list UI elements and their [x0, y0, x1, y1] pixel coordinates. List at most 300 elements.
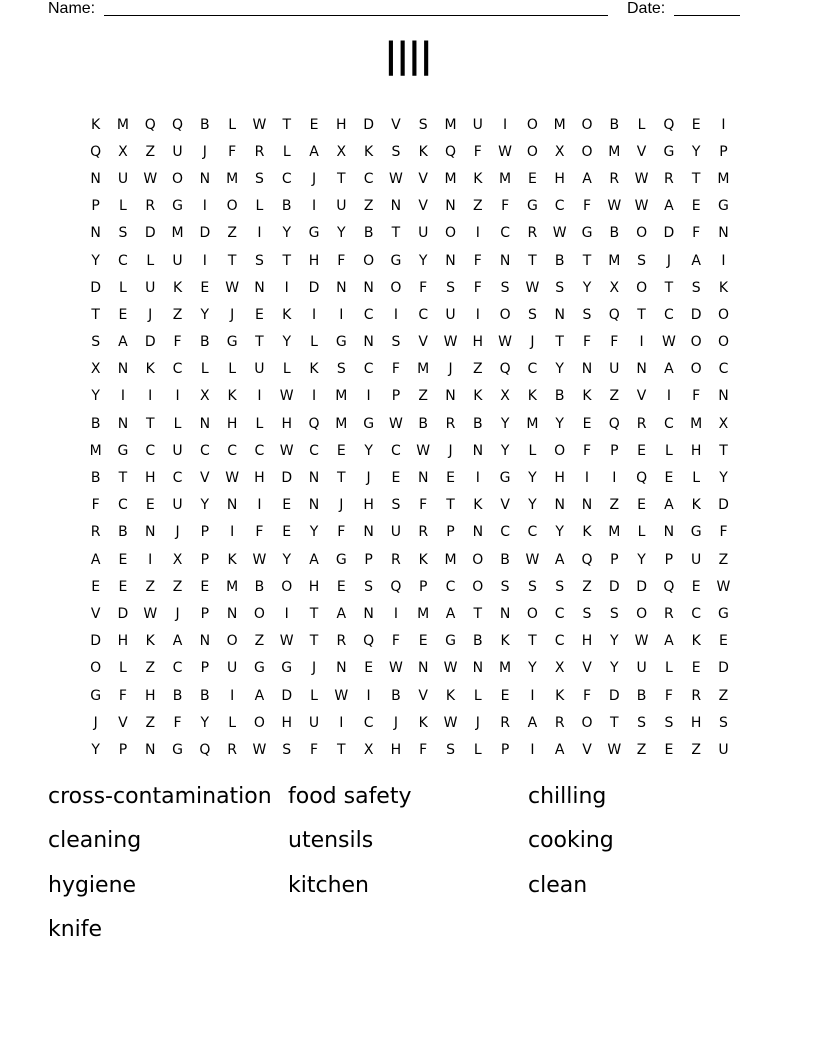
grid-letter[interactable]: L — [664, 442, 673, 459]
grid-letter[interactable]: V — [418, 170, 428, 187]
grid-letter[interactable]: S — [527, 578, 537, 595]
grid-letter[interactable]: Q — [581, 551, 593, 568]
grid-letter[interactable]: O — [90, 660, 102, 677]
grid-letter[interactable]: F — [419, 741, 428, 758]
grid-letter[interactable]: F — [664, 687, 673, 704]
grid-letter[interactable]: L — [692, 470, 701, 487]
grid-letter[interactable]: B — [118, 524, 128, 541]
grid-letter[interactable]: W — [443, 334, 458, 351]
grid-letter[interactable]: U — [691, 551, 702, 568]
grid-letter[interactable]: T — [528, 252, 537, 269]
grid-letter[interactable]: N — [90, 170, 101, 187]
grid-letter[interactable]: J — [202, 143, 207, 160]
grid-letter[interactable]: I — [148, 551, 153, 568]
grid-letter[interactable]: S — [555, 578, 565, 595]
grid-letter[interactable]: L — [228, 116, 237, 133]
grid-letter[interactable]: Y — [610, 660, 619, 677]
grid-letter[interactable]: F — [473, 143, 482, 160]
grid-letter[interactable]: C — [718, 361, 729, 378]
grid-letter[interactable]: J — [448, 361, 453, 378]
grid-letter[interactable]: V — [418, 198, 428, 215]
grid-letter[interactable]: H — [281, 415, 292, 432]
grid-letter[interactable]: K — [364, 143, 374, 160]
grid-letter[interactable]: K — [582, 524, 592, 541]
grid-letter[interactable]: D — [90, 633, 102, 650]
grid-letter[interactable]: S — [391, 143, 401, 160]
grid-letter[interactable]: B — [363, 225, 374, 242]
grid-letter[interactable]: N — [663, 524, 675, 541]
grid-letter[interactable]: F — [473, 252, 482, 269]
grid-letter[interactable]: N — [199, 633, 211, 650]
grid-letter[interactable]: L — [255, 198, 264, 215]
grid-letter[interactable]: E — [200, 279, 210, 296]
grid-letter[interactable]: T — [446, 497, 455, 514]
grid-letter[interactable]: W — [634, 198, 649, 215]
grid-letter[interactable]: F — [610, 334, 619, 351]
grid-letter[interactable]: Y — [637, 551, 646, 568]
grid-letter[interactable]: N — [226, 497, 238, 514]
grid-letter[interactable]: E — [118, 551, 128, 568]
grid-letter[interactable]: J — [311, 660, 317, 677]
grid-letter[interactable]: S — [582, 605, 592, 622]
grid-letter[interactable]: V — [418, 687, 428, 704]
grid-letter[interactable]: G — [117, 442, 129, 459]
grid-letter[interactable]: Q — [663, 578, 675, 595]
grid-letter[interactable]: F — [501, 198, 510, 215]
grid-letter[interactable]: Y — [500, 415, 510, 432]
grid-letter[interactable]: I — [475, 225, 480, 242]
grid-letter[interactable]: E — [145, 497, 155, 514]
grid-letter[interactable]: W — [661, 334, 676, 351]
grid-letter[interactable]: F — [118, 687, 127, 704]
grid-letter[interactable]: M — [444, 116, 457, 133]
grid-letter[interactable]: G — [335, 334, 347, 351]
grid-letter[interactable]: K — [473, 170, 483, 187]
grid-letter[interactable]: O — [499, 306, 511, 323]
grid-letter[interactable]: S — [664, 714, 674, 731]
grid-letter[interactable]: D — [690, 306, 702, 323]
grid-letter[interactable]: A — [309, 143, 319, 160]
grid-letter[interactable]: G — [581, 225, 593, 242]
grid-letter[interactable]: D — [636, 578, 647, 595]
grid-letter[interactable]: W — [388, 415, 403, 432]
grid-letter[interactable]: R — [527, 225, 538, 242]
grid-letter[interactable]: Y — [309, 524, 319, 541]
grid-letter[interactable]: C — [309, 442, 319, 459]
grid-letter[interactable]: D — [608, 578, 620, 595]
grid-letter[interactable]: H — [472, 334, 484, 351]
grid-letter[interactable]: B — [200, 334, 210, 351]
grid-letter[interactable]: Z — [145, 578, 156, 595]
grid-letter[interactable]: M — [444, 551, 457, 568]
grid-letter[interactable]: I — [257, 497, 262, 514]
grid-letter[interactable]: Q — [444, 143, 457, 160]
grid-letter[interactable]: C — [554, 633, 565, 650]
grid-letter[interactable]: Y — [364, 442, 373, 459]
name-field-line[interactable] — [104, 15, 608, 16]
grid-letter[interactable]: W — [634, 633, 649, 650]
grid-letter[interactable]: E — [118, 306, 128, 323]
grid-letter[interactable]: O — [717, 334, 729, 351]
grid-letter[interactable]: K — [172, 279, 183, 296]
grid-letter[interactable]: W — [279, 633, 294, 650]
grid-letter[interactable]: N — [581, 361, 593, 378]
grid-letter[interactable]: L — [200, 361, 209, 378]
grid-letter[interactable]: V — [391, 116, 401, 133]
grid-letter[interactable]: H — [144, 470, 156, 487]
grid-letter[interactable]: F — [692, 225, 701, 242]
grid-letter[interactable]: U — [227, 660, 238, 677]
grid-letter[interactable]: V — [636, 388, 647, 405]
grid-letter[interactable]: X — [554, 143, 565, 160]
grid-letter[interactable]: I — [339, 306, 344, 323]
grid-letter[interactable]: Y — [282, 334, 291, 351]
grid-letter[interactable]: H — [254, 470, 265, 487]
grid-letter[interactable]: X — [718, 415, 729, 432]
grid-letter[interactable]: U — [472, 116, 483, 133]
grid-letter[interactable]: B — [90, 470, 101, 487]
grid-letter[interactable]: A — [664, 198, 674, 215]
grid-letter[interactable]: C — [363, 306, 374, 323]
grid-letter[interactable]: I — [393, 306, 398, 323]
grid-letter[interactable]: Z — [609, 388, 620, 405]
grid-letter[interactable]: Y — [719, 470, 728, 487]
grid-letter[interactable]: G — [718, 198, 729, 215]
grid-letter[interactable]: M — [89, 442, 102, 459]
grid-letter[interactable]: D — [363, 116, 374, 133]
grid-letter[interactable]: I — [230, 524, 235, 541]
grid-letter[interactable]: E — [691, 116, 701, 133]
grid-letter[interactable]: E — [309, 116, 319, 133]
grid-letter[interactable]: L — [282, 361, 291, 378]
grid-letter[interactable]: Q — [608, 415, 620, 432]
grid-letter[interactable]: N — [363, 524, 374, 541]
grid-letter[interactable]: A — [336, 605, 347, 622]
grid-letter[interactable]: C — [663, 306, 674, 323]
grid-letter[interactable]: B — [554, 388, 565, 405]
grid-letter[interactable]: K — [555, 687, 565, 704]
grid-letter[interactable]: T — [91, 306, 100, 323]
grid-letter[interactable]: O — [690, 361, 702, 378]
grid-letter[interactable]: E — [500, 687, 510, 704]
grid-letter[interactable]: C — [500, 225, 510, 242]
grid-letter[interactable]: K — [418, 714, 428, 731]
grid-letter[interactable]: E — [637, 442, 647, 459]
grid-letter[interactable]: W — [252, 116, 267, 133]
grid-letter[interactable]: O — [526, 605, 538, 622]
grid-letter[interactable]: C — [172, 470, 183, 487]
grid-letter[interactable]: S — [364, 578, 374, 595]
grid-letter[interactable]: O — [363, 252, 375, 269]
grid-letter[interactable]: B — [90, 415, 101, 432]
grid-letter[interactable]: N — [636, 361, 647, 378]
grid-letter[interactable]: H — [554, 170, 565, 187]
grid-letter[interactable]: M — [499, 170, 512, 187]
grid-letter[interactable]: Z — [145, 143, 156, 160]
grid-letter[interactable]: O — [526, 143, 538, 160]
grid-letter[interactable]: U — [418, 225, 429, 242]
grid-letter[interactable]: L — [310, 334, 318, 351]
grid-letter[interactable]: M — [499, 660, 512, 677]
grid-letter[interactable]: R — [554, 714, 565, 731]
grid-letter[interactable]: S — [691, 279, 701, 296]
grid-letter[interactable]: F — [255, 524, 264, 541]
grid-letter[interactable]: T — [391, 225, 401, 242]
grid-letter[interactable]: X — [554, 660, 565, 677]
grid-letter[interactable]: I — [475, 306, 480, 323]
grid-letter[interactable]: C — [172, 660, 183, 677]
grid-letter[interactable]: K — [718, 279, 729, 296]
grid-letter[interactable]: O — [172, 170, 184, 187]
grid-letter[interactable]: I — [366, 388, 371, 405]
grid-letter[interactable]: O — [636, 605, 648, 622]
grid-letter[interactable]: K — [473, 388, 483, 405]
grid-letter[interactable]: V — [418, 334, 428, 351]
grid-letter[interactable]: C — [527, 361, 538, 378]
grid-letter[interactable]: A — [664, 497, 674, 514]
grid-letter[interactable]: N — [718, 225, 729, 242]
grid-letter[interactable]: R — [145, 198, 156, 215]
grid-letter[interactable]: E — [364, 660, 374, 677]
grid-letter[interactable]: Z — [718, 687, 729, 704]
grid-letter[interactable]: L — [119, 660, 127, 677]
grid-letter[interactable]: S — [555, 279, 565, 296]
grid-letter[interactable]: T — [309, 633, 319, 650]
grid-letter[interactable]: T — [719, 442, 728, 459]
grid-letter[interactable]: F — [337, 252, 346, 269]
grid-letter[interactable]: R — [664, 170, 674, 187]
grid-letter[interactable]: E — [200, 578, 210, 595]
grid-letter[interactable]: X — [172, 551, 183, 568]
grid-letter[interactable]: T — [664, 279, 674, 296]
grid-letter[interactable]: T — [282, 116, 291, 133]
grid-letter[interactable]: L — [119, 279, 127, 296]
grid-letter[interactable]: A — [664, 361, 674, 378]
grid-letter[interactable]: B — [473, 415, 483, 432]
grid-letter[interactable]: W — [634, 170, 649, 187]
grid-letter[interactable]: N — [145, 524, 156, 541]
grid-letter[interactable]: I — [530, 741, 535, 758]
grid-letter[interactable]: K — [473, 497, 483, 514]
grid-letter[interactable]: E — [282, 497, 292, 514]
grid-letter[interactable]: Y — [610, 633, 619, 650]
grid-letter[interactable]: B — [609, 225, 620, 242]
grid-letter[interactable]: N — [145, 741, 156, 758]
grid-letter[interactable]: S — [391, 497, 401, 514]
grid-letter[interactable]: N — [472, 660, 484, 677]
grid-letter[interactable]: V — [500, 497, 510, 514]
grid-letter[interactable]: I — [284, 605, 289, 622]
grid-letter[interactable]: Y — [555, 524, 564, 541]
grid-letter[interactable]: W — [552, 225, 567, 242]
grid-letter[interactable]: M — [690, 415, 703, 432]
grid-letter[interactable]: Q — [390, 578, 402, 595]
grid-letter[interactable]: K — [691, 633, 701, 650]
grid-letter[interactable]: Z — [227, 225, 237, 242]
grid-letter[interactable]: E — [118, 578, 128, 595]
grid-letter[interactable]: I — [339, 714, 344, 731]
grid-letter[interactable]: Z — [172, 306, 183, 323]
grid-letter[interactable]: D — [117, 605, 129, 622]
grid-letter[interactable]: W — [143, 605, 158, 622]
grid-letter[interactable]: G — [663, 143, 675, 160]
grid-letter[interactable]: E — [637, 497, 647, 514]
grid-letter[interactable]: B — [391, 687, 401, 704]
grid-letter[interactable]: S — [254, 252, 264, 269]
grid-letter[interactable]: O — [581, 116, 593, 133]
grid-letter[interactable]: T — [337, 170, 346, 187]
grid-letter[interactable]: O — [554, 442, 566, 459]
grid-letter[interactable]: Z — [145, 660, 156, 677]
grid-letter[interactable]: K — [227, 388, 237, 405]
grid-letter[interactable]: B — [473, 633, 483, 650]
grid-letter[interactable]: V — [90, 605, 101, 622]
grid-letter[interactable]: W — [388, 170, 403, 187]
grid-letter[interactable]: N — [554, 306, 565, 323]
grid-letter[interactable]: N — [90, 225, 101, 242]
grid-letter[interactable]: X — [609, 279, 620, 296]
grid-letter[interactable]: Q — [608, 306, 620, 323]
grid-letter[interactable]: N — [117, 361, 129, 378]
grid-letter[interactable]: R — [609, 170, 620, 187]
grid-letter[interactable]: S — [527, 306, 537, 323]
grid-letter[interactable]: G — [526, 198, 538, 215]
grid-letter[interactable]: A — [554, 551, 565, 568]
grid-letter[interactable]: V — [118, 714, 128, 731]
grid-letter[interactable]: Z — [473, 361, 483, 378]
grid-letter[interactable]: G — [335, 551, 347, 568]
grid-letter[interactable]: H — [336, 116, 347, 133]
grid-letter[interactable]: O — [253, 605, 265, 622]
grid-letter[interactable]: V — [200, 470, 210, 487]
grid-letter[interactable]: R — [636, 415, 647, 432]
grid-letter[interactable]: K — [282, 306, 292, 323]
grid-letter[interactable]: Z — [473, 198, 483, 215]
grid-letter[interactable]: C — [554, 605, 565, 622]
grid-letter[interactable]: N — [417, 470, 429, 487]
grid-letter[interactable]: P — [364, 551, 373, 568]
grid-letter[interactable]: J — [393, 714, 398, 731]
grid-letter[interactable]: P — [418, 578, 428, 595]
grid-letter[interactable]: G — [226, 334, 238, 351]
grid-letter[interactable]: P — [719, 143, 728, 160]
grid-letter[interactable]: O — [253, 714, 265, 731]
grid-letter[interactable]: O — [472, 551, 484, 568]
grid-letter[interactable]: E — [691, 198, 701, 215]
grid-letter[interactable]: C — [363, 170, 374, 187]
grid-letter[interactable]: Z — [636, 741, 647, 758]
grid-letter[interactable]: U — [172, 497, 183, 514]
grid-letter[interactable]: U — [117, 170, 129, 187]
grid-letter[interactable]: Q — [308, 415, 320, 432]
grid-letter[interactable]: U — [390, 524, 402, 541]
grid-letter[interactable]: J — [475, 714, 480, 731]
grid-letter[interactable]: F — [582, 687, 592, 704]
grid-letter[interactable]: Y — [282, 225, 291, 242]
grid-letter[interactable]: I — [721, 252, 726, 269]
grid-letter[interactable]: N — [308, 470, 320, 487]
grid-letter[interactable]: R — [336, 633, 347, 650]
grid-letter[interactable]: D — [144, 334, 156, 351]
grid-letter[interactable]: N — [336, 279, 347, 296]
grid-letter[interactable]: K — [445, 687, 456, 704]
grid-letter[interactable]: U — [172, 252, 183, 269]
grid-letter[interactable]: M — [335, 388, 348, 405]
grid-letter[interactable]: P — [500, 741, 510, 758]
grid-letter[interactable]: A — [172, 633, 183, 650]
grid-letter[interactable]: C — [227, 442, 238, 459]
grid-letter[interactable]: H — [363, 497, 374, 514]
grid-letter[interactable]: Q — [499, 361, 511, 378]
grid-letter[interactable]: K — [91, 116, 101, 133]
grid-letter[interactable]: I — [584, 470, 590, 487]
grid-letter[interactable]: Q — [663, 116, 675, 133]
grid-letter[interactable]: J — [666, 252, 671, 269]
grid-letter[interactable]: G — [254, 660, 265, 677]
grid-letter[interactable]: F — [419, 497, 428, 514]
grid-letter[interactable]: S — [609, 605, 619, 622]
grid-letter[interactable]: A — [691, 252, 701, 269]
grid-letter[interactable]: I — [148, 388, 153, 405]
grid-letter[interactable]: C — [145, 442, 156, 459]
grid-letter[interactable]: M — [116, 116, 129, 133]
grid-letter[interactable]: G — [690, 524, 702, 541]
grid-letter[interactable]: S — [582, 306, 592, 323]
grid-letter[interactable]: H — [117, 633, 129, 650]
grid-letter[interactable]: Y — [200, 714, 210, 731]
grid-letter[interactable]: W — [279, 388, 294, 405]
grid-letter[interactable]: L — [255, 415, 264, 432]
grid-letter[interactable]: M — [608, 252, 621, 269]
grid-letter[interactable]: T — [255, 334, 264, 351]
grid-letter[interactable]: I — [366, 687, 371, 704]
grid-letter[interactable]: J — [339, 497, 344, 514]
grid-letter[interactable]: W — [416, 442, 431, 459]
grid-letter[interactable]: I — [639, 334, 644, 351]
grid-letter[interactable]: L — [637, 116, 646, 133]
grid-letter[interactable]: B — [636, 687, 647, 704]
grid-letter[interactable]: E — [664, 741, 674, 758]
date-field-line[interactable] — [674, 15, 740, 16]
grid-letter[interactable]: W — [279, 442, 294, 459]
grid-letter[interactable]: C — [418, 306, 429, 323]
grid-letter[interactable]: O — [526, 116, 538, 133]
grid-letter[interactable]: V — [582, 741, 592, 758]
grid-letter[interactable]: Y — [528, 470, 537, 487]
grid-letter[interactable]: M — [171, 225, 184, 242]
grid-letter[interactable]: M — [226, 170, 239, 187]
grid-letter[interactable]: R — [691, 687, 702, 704]
grid-letter[interactable]: I — [503, 116, 508, 133]
grid-letter[interactable]: J — [311, 170, 317, 187]
grid-letter[interactable]: K — [500, 633, 510, 650]
grid-letter[interactable]: N — [417, 660, 429, 677]
grid-letter[interactable]: K — [527, 388, 537, 405]
grid-letter[interactable]: S — [719, 714, 728, 731]
grid-letter[interactable]: P — [91, 198, 100, 215]
grid-letter[interactable]: H — [308, 578, 320, 595]
grid-letter[interactable]: Z — [254, 633, 265, 650]
grid-letter[interactable]: F — [692, 388, 701, 405]
grid-letter[interactable]: C — [691, 605, 702, 622]
grid-letter[interactable]: F — [173, 714, 182, 731]
grid-letter[interactable]: Y — [528, 497, 537, 514]
grid-letter[interactable]: W — [525, 279, 540, 296]
grid-letter[interactable]: E — [391, 470, 401, 487]
grid-letter[interactable]: O — [390, 279, 402, 296]
grid-letter[interactable]: C — [118, 252, 128, 269]
grid-letter[interactable]: O — [472, 578, 484, 595]
